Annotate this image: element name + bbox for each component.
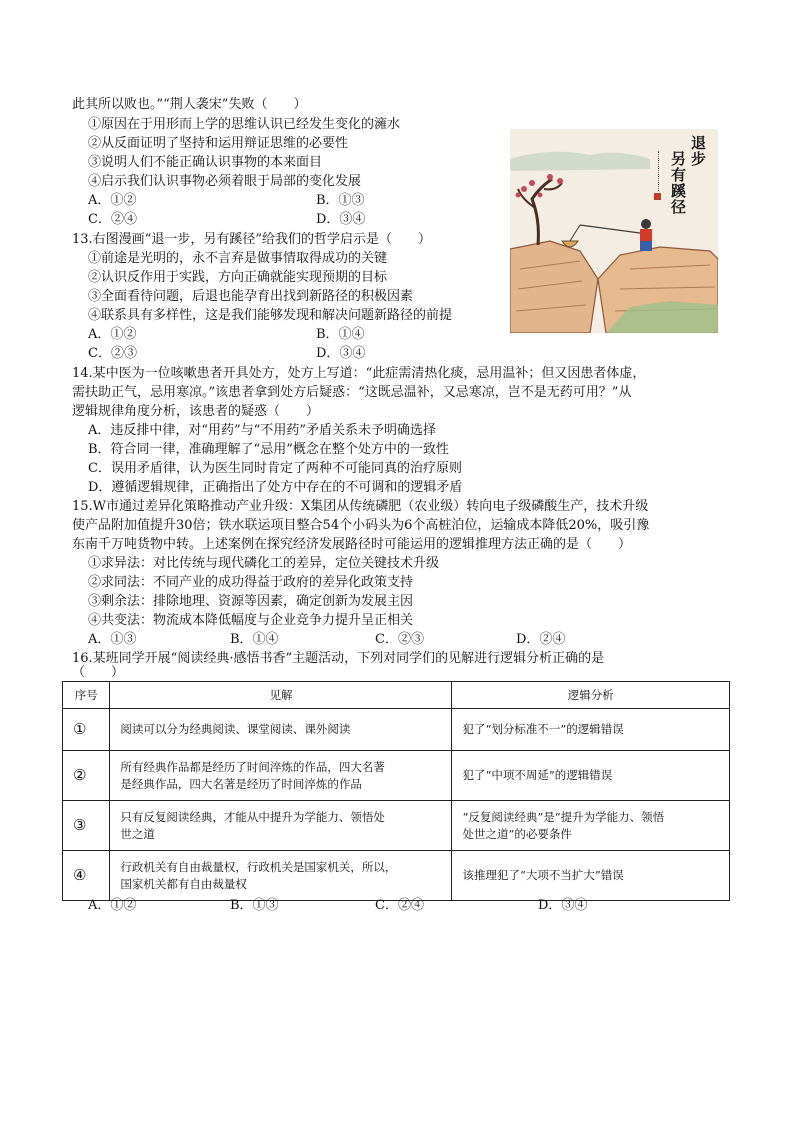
q13-choice-a: A．①②: [88, 327, 137, 342]
q13-choice-b: B．①④: [316, 327, 365, 342]
q15-option-1: ①求异法：对比传统与现代磷化工的差异，定位关键技术升级: [88, 556, 440, 571]
table-row: [63, 801, 730, 851]
row-analysis-line1: 犯了“中项不周延”的逻辑错误: [462, 768, 613, 782]
row-analysis: [452, 709, 730, 751]
q16-choice-d: D．③④: [538, 898, 588, 913]
cartoon-caption-2: 另有蹊径: [669, 151, 687, 215]
row-number: ④: [63, 851, 110, 901]
q13-option-4: ④联系具有多样性，这是我们能够发现和解决问题新路径的前提: [88, 308, 453, 323]
cartoon-caption-1: 退步: [689, 135, 707, 167]
row-number: ③: [63, 801, 110, 851]
header-view: 见解: [110, 682, 452, 709]
row-analysis-line1: 该推理犯了“大项不当扩大”错误: [462, 868, 624, 882]
q15-choice-d: D．②④: [516, 632, 566, 647]
row-view: [110, 709, 452, 751]
q14-stem-line1: 14.某中医为一位咳嗽患者开具处方，处方上写道：“此症需清热化痰，忌用温补；但又因患者体虚，: [72, 366, 646, 381]
q15-choice-b: B．①④: [230, 632, 279, 647]
q13-option-1: ①前途是光明的，永不言弃是做事情取得成功的关键: [88, 251, 388, 266]
q13-choice-c: C．②③: [88, 346, 137, 361]
q14-choice-d: D．遵循逻辑规律，正确指出了处方中存在的不可调和的逻辑矛盾: [88, 480, 463, 495]
q12-option-3: ③说明人们不能正确认识事物的本来面目: [88, 155, 323, 170]
table-row: [63, 709, 730, 751]
q13-option-3: ③全面看待问题，后退也能孕育出找到新路径的积极因素: [88, 289, 414, 304]
q12-choice-a: A．①②: [88, 193, 137, 208]
row-view: [110, 751, 452, 801]
q16-table: [62, 681, 730, 901]
q13-choice-d: D．③④: [316, 346, 366, 361]
q16-choice-c: C．②④: [375, 898, 424, 913]
q12-option-2: ②从反面证明了坚持和运用辩证思维的必要性: [88, 136, 349, 151]
row-view-line1: 只有反复阅读经典，才能从中提升为学能力、领悟处: [120, 809, 385, 824]
table-header-row: [63, 682, 730, 709]
row-analysis: [452, 801, 730, 851]
table-row: [63, 851, 730, 901]
cartoon-illustration: [510, 129, 718, 333]
row-view: [110, 801, 452, 851]
q12-choice-d: D．③④: [316, 212, 366, 227]
q14-stem-line3: 逻辑规律角度分析，该患者的疑惑（ ）: [72, 404, 320, 419]
q12-option-4: ④启示我们认识事物必须着眼于局部的变化发展: [88, 174, 362, 189]
q15-choice-c: C．②③: [375, 632, 424, 647]
q14-stem-line2: 需扶助正气，忌用寒凉。”该患者拿到处方后疑惑：“这既忌温补，又忌寒凉，岂不是无药可用？”从: [72, 385, 632, 400]
row-view-line1: 行政机关有自由裁量权，行政机关是国家机关，所以，: [120, 859, 397, 874]
row-number: ②: [63, 751, 110, 801]
row-analysis-line1: 犯了“划分标准不一”的逻辑错误: [462, 722, 624, 736]
q12-choice-c: C．②④: [88, 212, 137, 227]
q14-choice-c: C．误用矛盾律，认为医生同时肯定了两种不可能同真的治疗原则: [88, 461, 462, 476]
q14-choice-b: B．符合同一律，准确理解了“忌用”概念在整个处方中的一致性: [88, 442, 449, 457]
q12-choice-b: B．①③: [316, 193, 365, 208]
row-view-line2: 世之道: [120, 826, 155, 841]
row-analysis-line1: “反复阅读经典”是“提升为学能力、领悟: [462, 809, 665, 824]
q15-option-2: ②求同法：不同产业的成功得益于政府的差异化政策支持: [88, 575, 414, 590]
row-view: [110, 851, 452, 901]
artist-inscription: [658, 151, 662, 191]
row-view-line1: 阅读可以分为经典阅读、课堂阅读、课外阅读: [120, 722, 351, 736]
artist-seal: [654, 193, 661, 200]
row-analysis-line2: 处世之道”的必要条件: [462, 826, 572, 841]
row-analysis: [452, 851, 730, 901]
header-number: 序号: [63, 682, 110, 709]
q14-choice-a: A．违反排中律，对“用药”与“不用药”矛盾关系未予明确选择: [88, 423, 436, 438]
row-view-line1: 所有经典作品都是经历了时间淬炼的作品，四大名著: [120, 759, 385, 774]
q16-choice-a: A．①②: [88, 898, 137, 913]
q16-choice-b: B．①③: [230, 898, 279, 913]
q12-option-1: ①原因在于用形而上学的思维认识已经发生变化的澭水: [88, 117, 401, 132]
row-view-line2: 是经典作品，四大名著是经历了时间淬炼的作品: [120, 776, 362, 791]
q15-option-4: ④共变法：物流成本降低幅度与企业竞争力提升呈正相关: [88, 613, 414, 628]
q15-stem-line3: 东南千万吨货物中转。上述案例在探究经济发展路径时可能运用的逻辑推理方法正确的是（ ）: [72, 537, 632, 552]
q13-option-2: ②认识反作用于实践，方向正确就能实现预期的目标: [88, 270, 388, 285]
q13-stem: 13.右图漫画“退一步，另有蹊径”给我们的哲学启示是（ ）: [72, 232, 431, 247]
header-analysis: 逻辑分析: [452, 682, 730, 709]
q16-stem-line2: （ ）: [72, 665, 125, 680]
q15-choice-a: A．①③: [88, 632, 137, 647]
q15-option-3: ③剩余法：排除地理、资源等因素，确定创新为发展主因: [88, 594, 414, 609]
row-number: ①: [63, 709, 110, 751]
q12-stem: 此其所以败也。”“荆人袭宋”失败（ ）: [72, 97, 307, 112]
row-analysis: [452, 751, 730, 801]
q15-stem-line2: 使产品附加值提升30倍；铁水联运项目整合54个小码头为6个高桩泊位，运输成本降低20%，吸引豫: [72, 518, 650, 533]
q15-stem-line1: 15.W市通过差异化策略推动产业升级：X集团从传统磷肥（农业级）转向电子级磷酸生产，技术升级: [72, 499, 649, 514]
q16-stem-line1: 16.某班同学开展“阅读经典·感悟书香”主题活动，下列对同学们的见解进行逻辑分析正确的是: [72, 651, 605, 666]
table-row: [63, 751, 730, 801]
row-view-line2: 国家机关都有自由裁量权: [120, 876, 247, 891]
